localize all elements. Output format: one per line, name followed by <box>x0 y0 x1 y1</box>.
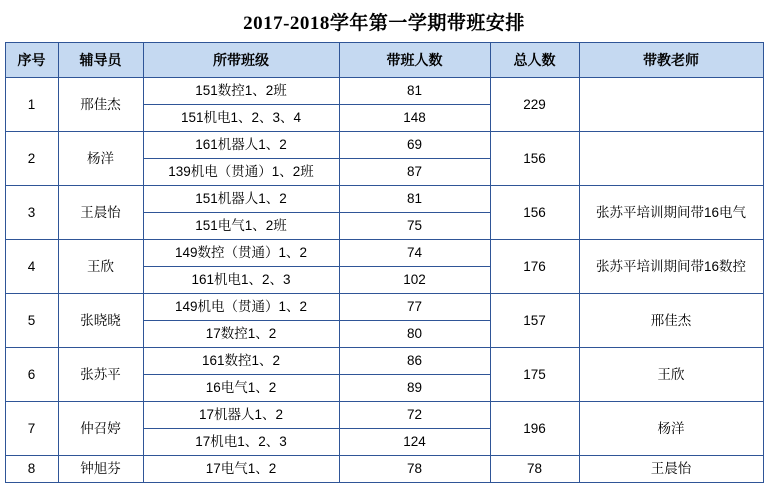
cell-total: 196 <box>490 402 579 456</box>
cell-class-count: 80 <box>339 321 490 348</box>
cell-teacher: 王晨怡 <box>579 456 763 483</box>
table-row <box>5 294 763 321</box>
cell-teacher: 张苏平培训期间带16电气 <box>579 186 763 240</box>
page-title: 2017-2018学年第一学期带班安排 <box>243 13 525 34</box>
cell-seq: 5 <box>5 294 58 348</box>
table-row <box>5 186 763 213</box>
cell-class-name: 139机电（贯通）1、2班 <box>143 159 339 186</box>
cell-class-name: 16电气1、2 <box>143 375 339 402</box>
cell-total: 175 <box>490 348 579 402</box>
column-header-count: 带班人数 <box>339 43 490 78</box>
cell-tutor: 仲召婷 <box>58 402 143 456</box>
cell-class-count: 148 <box>339 105 490 132</box>
cell-class-count: 69 <box>339 132 490 159</box>
cell-tutor: 王欣 <box>58 240 143 294</box>
cell-class-count: 75 <box>339 213 490 240</box>
column-header-tutor: 辅导员 <box>58 43 143 78</box>
cell-total: 78 <box>490 456 579 483</box>
cell-teacher: 邢佳杰 <box>579 294 763 348</box>
table-row <box>5 348 763 375</box>
cell-class-count: 72 <box>339 402 490 429</box>
cell-total: 156 <box>490 132 579 186</box>
cell-class-count: 74 <box>339 240 490 267</box>
cell-class-count: 77 <box>339 294 490 321</box>
cell-teacher: 张苏平培训期间带16数控 <box>579 240 763 294</box>
cell-tutor: 张苏平 <box>58 348 143 402</box>
cell-total: 157 <box>490 294 579 348</box>
cell-seq: 6 <box>5 348 58 402</box>
cell-class-name: 149数控（贯通）1、2 <box>143 240 339 267</box>
cell-class-name: 17机电1、2、3 <box>143 429 339 456</box>
cell-class-count: 124 <box>339 429 490 456</box>
cell-class-count: 81 <box>339 78 490 105</box>
table-row <box>5 402 763 429</box>
cell-class-count: 87 <box>339 159 490 186</box>
cell-class-count: 89 <box>339 375 490 402</box>
cell-class-count: 81 <box>339 186 490 213</box>
cell-class-count: 86 <box>339 348 490 375</box>
cell-class-name: 161数控1、2 <box>143 348 339 375</box>
cell-seq: 7 <box>5 402 58 456</box>
cell-seq: 2 <box>5 132 58 186</box>
table-header <box>5 43 763 78</box>
cell-class-name: 151机器人1、2 <box>143 186 339 213</box>
cell-class-name: 161机电1、2、3 <box>143 267 339 294</box>
cell-teacher <box>579 132 763 186</box>
cell-class-count: 78 <box>339 456 490 483</box>
cell-total: 176 <box>490 240 579 294</box>
cell-class-name: 149机电（贯通）1、2 <box>143 294 339 321</box>
cell-total: 229 <box>490 78 579 132</box>
column-header-total: 总人数 <box>490 43 579 78</box>
cell-tutor: 王晨怡 <box>58 186 143 240</box>
cell-teacher: 王欣 <box>579 348 763 402</box>
cell-class-name: 151机电1、2、3、4 <box>143 105 339 132</box>
header-row <box>5 43 763 78</box>
schedule-table <box>5 42 764 483</box>
table-row <box>5 132 763 159</box>
cell-tutor: 邢佳杰 <box>58 78 143 132</box>
cell-teacher <box>579 78 763 132</box>
cell-class-name: 151电气1、2班 <box>143 213 339 240</box>
column-header-seq: 序号 <box>5 43 58 78</box>
cell-class-name: 17电气1、2 <box>143 456 339 483</box>
cell-seq: 4 <box>5 240 58 294</box>
cell-class-name: 17数控1、2 <box>143 321 339 348</box>
cell-teacher: 杨洋 <box>579 402 763 456</box>
table-row <box>5 240 763 267</box>
column-header-teacher: 带教老师 <box>579 43 763 78</box>
cell-tutor: 张晓晓 <box>58 294 143 348</box>
cell-seq: 1 <box>5 78 58 132</box>
column-header-classes: 所带班级 <box>143 43 339 78</box>
cell-total: 156 <box>490 186 579 240</box>
table-body <box>5 78 763 483</box>
cell-tutor: 杨洋 <box>58 132 143 186</box>
table-row <box>5 78 763 105</box>
cell-class-name: 17机器人1、2 <box>143 402 339 429</box>
cell-tutor: 钟旭芬 <box>58 456 143 483</box>
table-row <box>5 456 763 483</box>
cell-class-count: 102 <box>339 267 490 294</box>
cell-class-name: 161机器人1、2 <box>143 132 339 159</box>
cell-seq: 8 <box>5 456 58 483</box>
cell-seq: 3 <box>5 186 58 240</box>
cell-class-name: 151数控1、2班 <box>143 78 339 105</box>
